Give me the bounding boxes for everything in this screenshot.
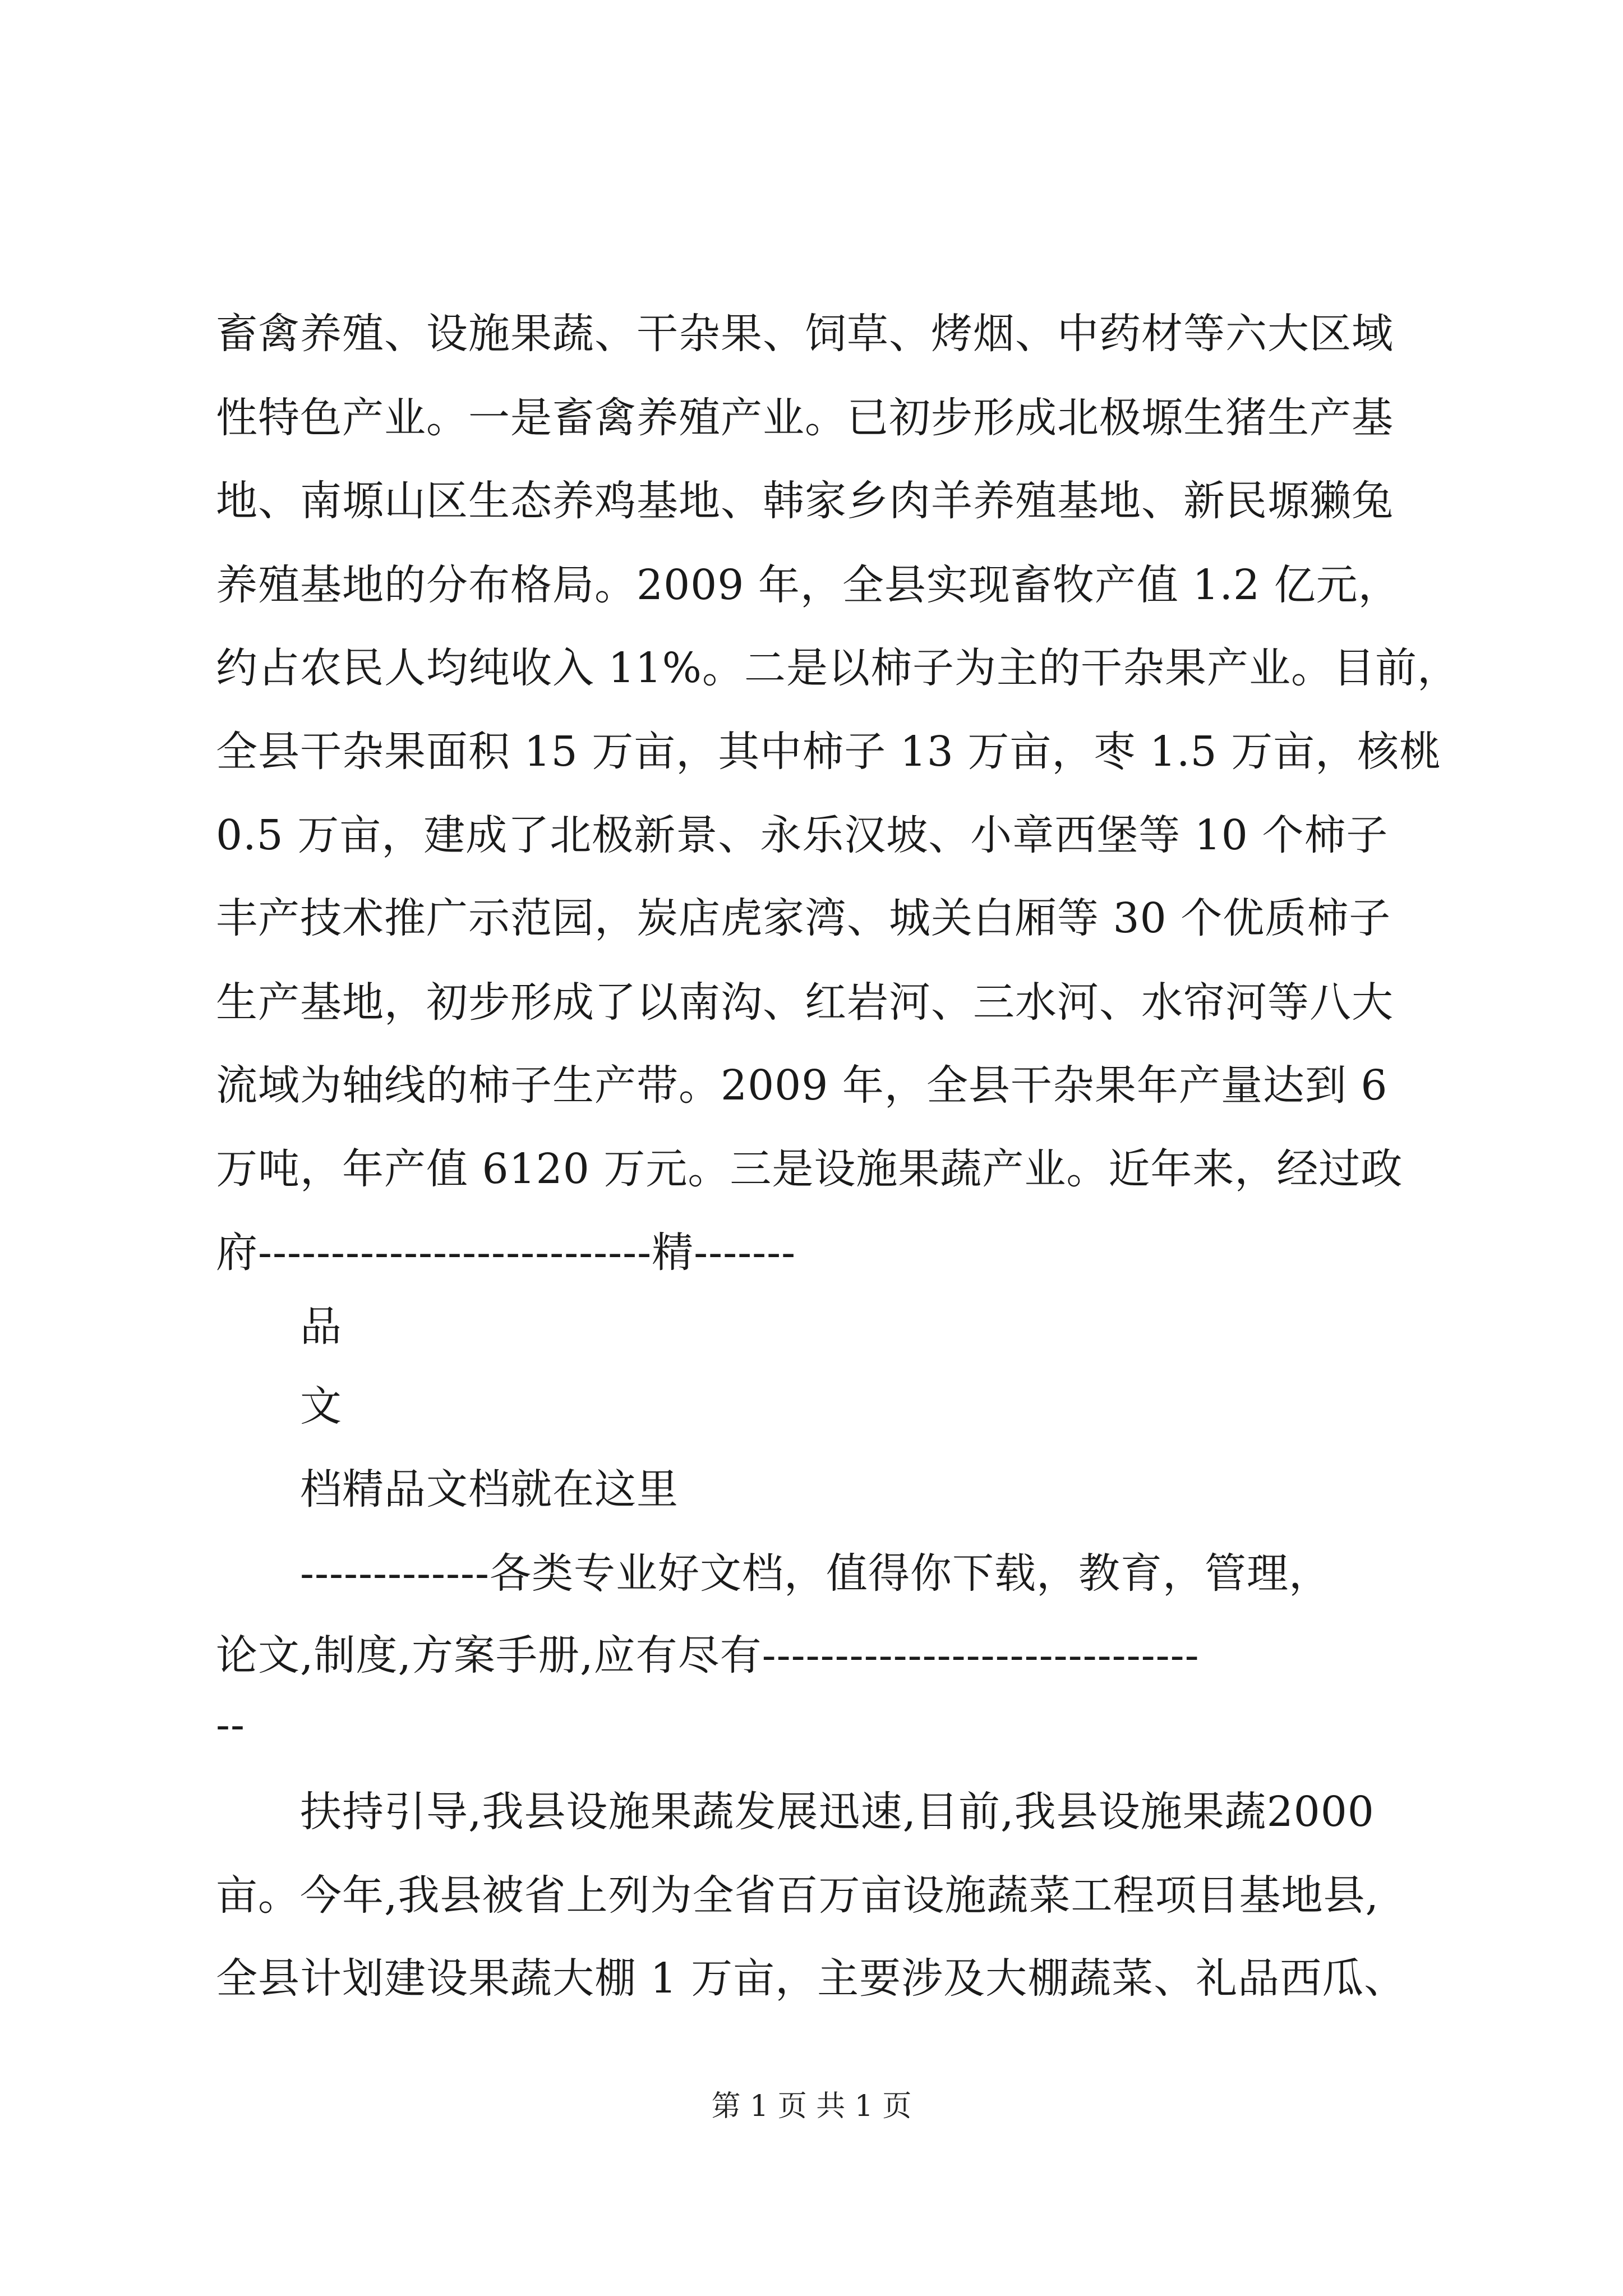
watermark-line-wen: 文 (300, 1382, 342, 1430)
text-line-3: 地、南塬山区生态养鸡基地、韩家乡肉羊养殖基地、新民塬獭兔 (216, 477, 1394, 525)
text-line-6: 全县干杂果面积 15 万亩，其中柿子 13 万亩，枣 1.5 万亩，核桃 (216, 728, 1442, 776)
text-line-12: 府---------------------------精------- (216, 1228, 796, 1277)
text-line-14: 亩。今年,我县被省上列为全省百万亩设施蔬菜工程项目基地县, (216, 1871, 1380, 1920)
watermark-line-pin: 品 (300, 1303, 342, 1351)
watermark-line-ad: -------------各类专业好文档，值得你下载，教育，管理， (300, 1549, 1331, 1598)
text-line-8: 丰产技术推广示范园，炭店虎家湾、城关白厢等 30 个优质柿子 (216, 894, 1391, 942)
page-footer: 第 1 页 共 1 页 (711, 2090, 912, 2123)
text-line-5: 约占农民人均纯收入 11%。二是以柿子为主的干杂果产业。目前， (216, 644, 1459, 692)
text-line-11: 万吨，年产值 6120 万元。三是设施果蔬产业。近年来，经过政 (216, 1145, 1403, 1193)
text-line-10: 流域为轴线的柿子生产带。2009 年，全县干杂果年产量达到 6 (216, 1061, 1388, 1110)
watermark-line-slogan: 档精品文档就在这里 (300, 1465, 679, 1513)
text-line-7: 0.5 万亩，建成了北极新景、永乐汉坡、小章西堡等 10 个柿子 (216, 811, 1389, 859)
text-line-4: 养殖基地的分布格局。2009 年，全县实现畜牧产值 1.2 亿元， (216, 561, 1400, 609)
text-line-13: 扶持引导,我县设施果蔬发展迅速,目前,我县设施果蔬2000 (300, 1788, 1375, 1836)
text-line-2: 性特色产业。一是畜禽养殖产业。已初步形成北极塬生猪生产基 (216, 394, 1394, 442)
watermark-line-ad-cont: 论文,制度,方案手册,应有尽有------------------------------ (216, 1631, 1200, 1680)
text-line-15: 全县计划建设果蔬大棚 1 万亩，主要涉及大棚蔬菜、礼品西瓜、 (216, 1954, 1407, 2003)
text-line-1: 畜禽养殖、设施果蔬、干杂果、饲草、烤烟、中药材等六大区域 (216, 310, 1394, 358)
text-line-9: 生产基地，初步形成了以南沟、红岩河、三水河、水帘河等八大 (216, 978, 1394, 1027)
watermark-line-dashes: -- (216, 1701, 246, 1749)
